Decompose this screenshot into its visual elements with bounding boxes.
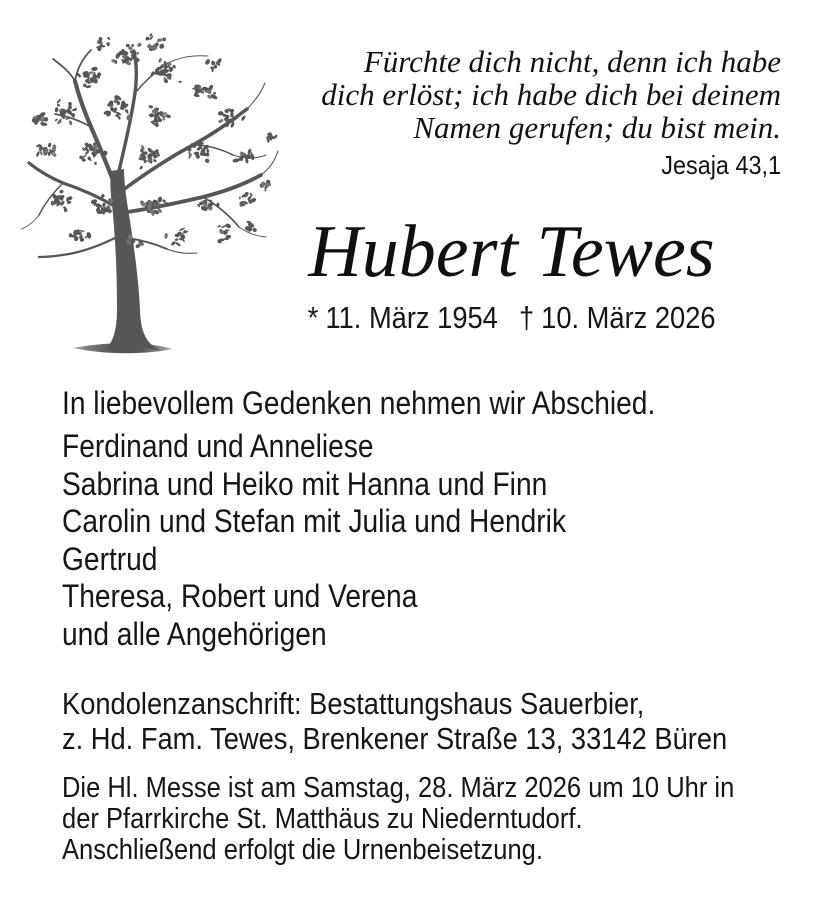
birth-date [308, 300, 498, 335]
scripture-quote [280, 45, 781, 180]
mourner-line: Gertrud [62, 540, 158, 577]
intro-line: In liebevollem Gedenken nehmen wir Abschied. [62, 385, 656, 421]
service-line: Die Hl. Messe ist am Samstag, 28. März 2026 um 10 Uhr in [62, 772, 735, 804]
tree-trunk [103, 169, 161, 351]
life-dates [245, 300, 778, 336]
quote-line: Namen gerufen; du bist mein. [413, 110, 781, 145]
service-info [62, 773, 734, 866]
quote-line: dich erlöst; ich habe dich bei deinem [321, 77, 781, 112]
mourner-line: Sabrina und Heiko mit Hanna und Finn [62, 465, 548, 502]
death-date-text: 10. März 2026 [540, 300, 716, 335]
tree-leaves [31, 33, 278, 250]
mourner-line: Ferdinand und Anneliese [62, 428, 374, 464]
birth-star-symbol: * [307, 300, 319, 335]
service-line: Anschließend erfolgt die Urnenbeisetzung. [62, 834, 543, 866]
condolence-address [62, 686, 727, 756]
service-line: der Pfarrkirche St. Matthäus zu Niederntudorf. [62, 803, 583, 835]
mourner-line: Carolin und Stefan mit Julia und Hendrik [62, 503, 567, 540]
mourners-list [62, 428, 566, 654]
condolence-line: z. Hd. Fam. Tewes, Brenkener Straße 13, 33142 Büren [62, 721, 728, 756]
mourner-line: Theresa, Robert und Verena [62, 578, 418, 615]
mourner-line: und alle Angehörigen [62, 615, 327, 652]
condolence-line: Kondolenzanschrift: Bestattungshaus Sauerbier, [62, 686, 645, 721]
quote-attribution-row [280, 149, 781, 180]
death-date [519, 300, 716, 335]
birth-date-text: 11. März 1954 [325, 300, 498, 335]
deceased-name: Hubert Tewes [308, 211, 715, 293]
quote-attribution: Jesaja 43,1 [661, 150, 781, 180]
quote-line: Fürchte dich nicht, denn ich habe [363, 44, 781, 79]
life-dates-inner [308, 300, 716, 336]
death-cross-symbol: † [518, 300, 534, 335]
